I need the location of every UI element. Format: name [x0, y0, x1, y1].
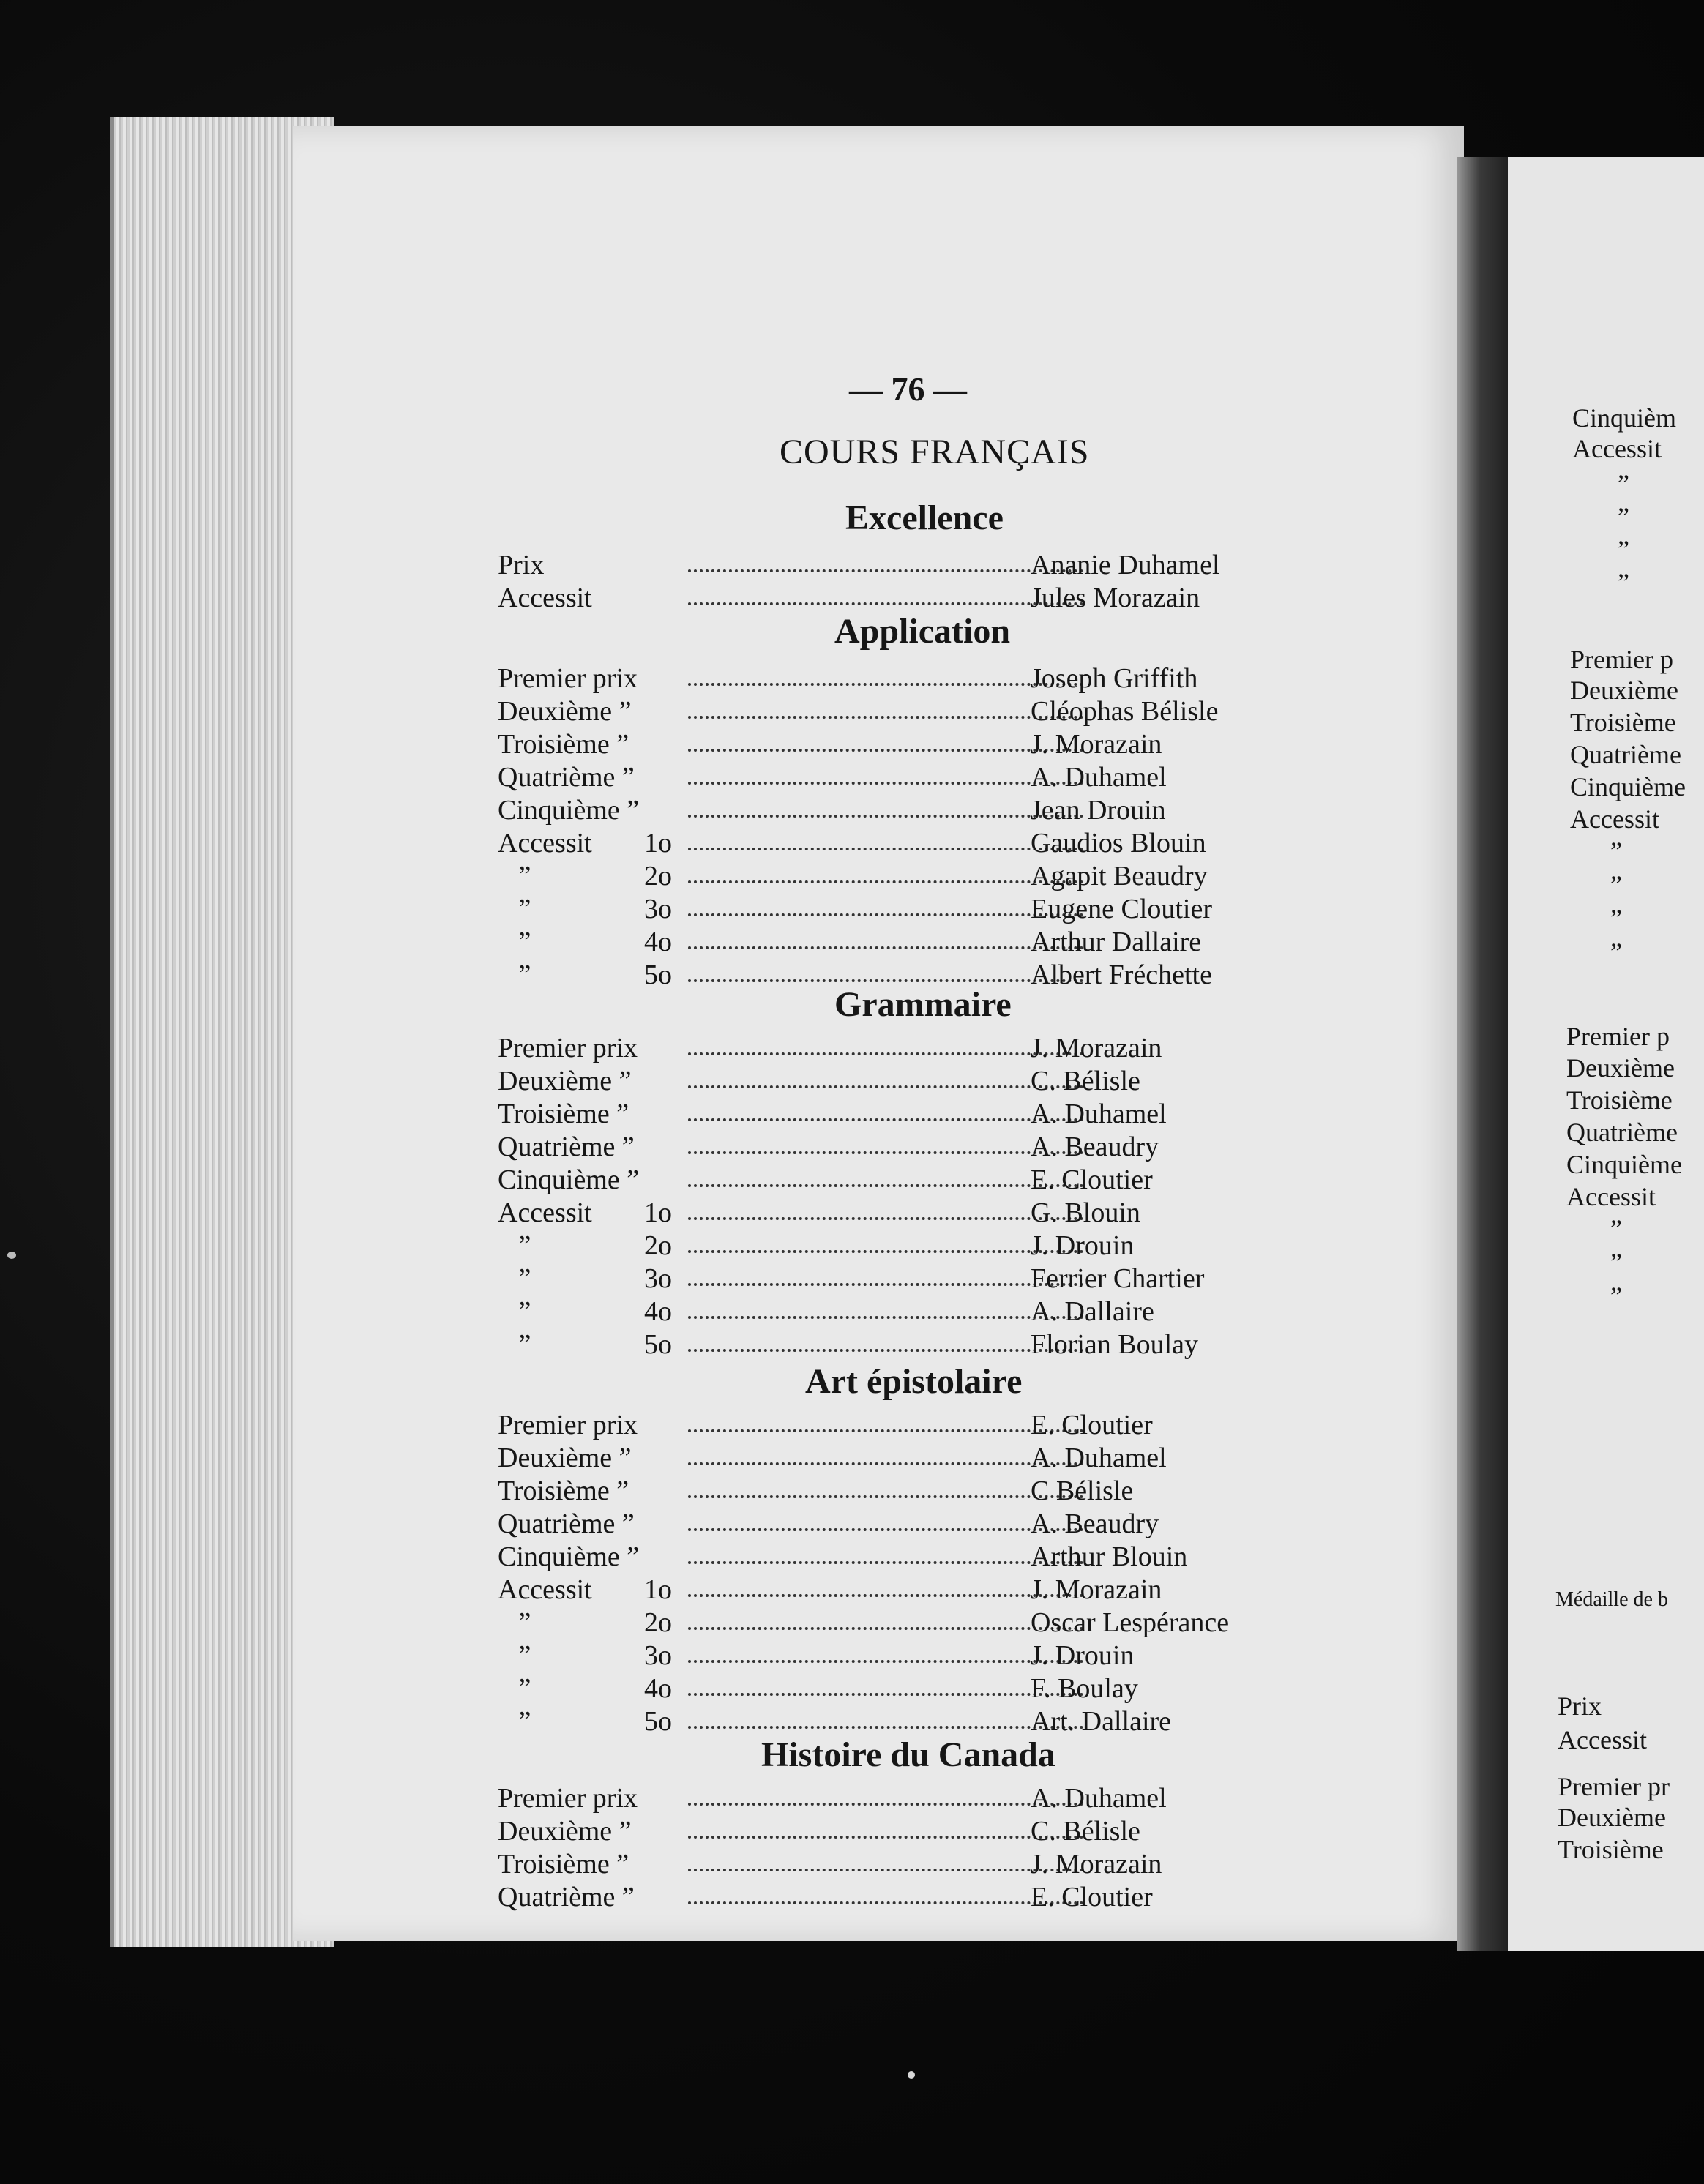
dot-leader [688, 1508, 1083, 1531]
accessit-rank: 5o [644, 960, 672, 990]
dot-leader [688, 1131, 1083, 1154]
accessit-rank: 1o [644, 1197, 672, 1228]
prize-label: ” [498, 1230, 531, 1261]
right-page-fragment: ” [1618, 469, 1629, 498]
dot-leader [688, 1263, 1083, 1286]
prize-label: Premier prix [498, 1783, 638, 1814]
prize-row [498, 695, 1288, 728]
student-name: Cléophas Bélisle [1031, 696, 1219, 727]
section-title: Application [834, 612, 1011, 651]
prize-row [498, 1639, 1288, 1672]
section-title: Excellence [845, 498, 1004, 537]
prize-label: ” [498, 894, 531, 924]
prize-label: Accessit [498, 1574, 592, 1605]
dot-leader [688, 1442, 1083, 1465]
prize-label: Troisième ” [498, 1476, 629, 1506]
student-name: C. Bélisle [1031, 1816, 1140, 1847]
right-page-fragment: Médaille de b [1555, 1588, 1668, 1611]
right-page-fragment: ” [1610, 1214, 1622, 1244]
right-page-fragment: ” [1618, 535, 1629, 564]
prize-row [498, 794, 1288, 826]
prize-row [498, 827, 1288, 859]
prize-label: Premier prix [498, 663, 638, 694]
paper-speck [908, 2071, 915, 2079]
student-name: Albert Fréchette [1031, 960, 1212, 990]
prize-row [498, 1442, 1288, 1474]
prize-label: ” [498, 1607, 531, 1638]
prize-row [498, 1098, 1288, 1130]
student-name: Eugene Cloutier [1031, 894, 1212, 924]
accessit-rank: 2o [644, 1607, 672, 1638]
dot-leader [688, 1475, 1083, 1498]
section-title: Art épistolaire [805, 1362, 1023, 1401]
prize-row [498, 926, 1288, 958]
prize-row [498, 1131, 1288, 1163]
right-page-fragment: Troisième [1566, 1085, 1673, 1115]
prize-row [498, 1782, 1288, 1814]
right-page-fragment: Premier pr [1558, 1772, 1670, 1801]
student-name: E. Cloutier [1031, 1882, 1153, 1912]
student-name: A. Duhamel [1031, 762, 1167, 793]
prize-label: ” [498, 1329, 531, 1360]
dot-leader [688, 1032, 1083, 1055]
prize-label: Troisième ” [498, 1849, 629, 1880]
student-name: C. Bélisle [1031, 1066, 1140, 1096]
student-name: A. Duhamel [1031, 1099, 1167, 1129]
right-page-fragment: Cinquième [1570, 772, 1686, 801]
prize-label: ” [498, 1296, 531, 1327]
student-name: Jean Drouin [1031, 795, 1166, 826]
dot-leader [688, 695, 1083, 719]
accessit-rank: 4o [644, 927, 672, 957]
accessit-rank: 4o [644, 1673, 672, 1704]
prize-label: Premier prix [498, 1410, 638, 1440]
prize-label: Premier prix [498, 1033, 638, 1063]
prize-row [498, 1574, 1288, 1606]
student-name: A. Dallaire [1031, 1296, 1154, 1327]
dot-leader [688, 549, 1083, 572]
prize-label: Cinquième ” [498, 1541, 640, 1572]
prize-label: Deuxième ” [498, 696, 632, 727]
prize-label: Quatrième ” [498, 762, 635, 793]
right-page-fragment: Accessit [1570, 804, 1659, 834]
book-gutter [1457, 157, 1515, 1951]
prize-label: ” [498, 861, 531, 891]
right-page-fragment: ” [1618, 502, 1629, 531]
prize-label: Accessit [498, 1197, 592, 1228]
prize-row [498, 1230, 1288, 1262]
dot-leader [688, 1164, 1083, 1187]
student-name: A. Beaudry [1031, 1132, 1159, 1162]
student-name: A. Duhamel [1031, 1783, 1167, 1814]
dot-leader [688, 926, 1083, 949]
dot-leader [688, 1098, 1083, 1121]
prize-label: Troisième ” [498, 1099, 629, 1129]
prize-label: ” [498, 1706, 531, 1737]
dot-leader [688, 1782, 1083, 1806]
right-page-fragment: ” [1610, 1282, 1622, 1311]
dot-leader [688, 1409, 1083, 1432]
right-page-fragment: ” [1610, 1248, 1622, 1277]
right-page-fragment: Accessit [1566, 1182, 1656, 1211]
dot-leader [688, 1705, 1083, 1729]
student-name: A. Duhamel [1031, 1443, 1167, 1473]
accessit-rank: 2o [644, 861, 672, 891]
right-page-fragment: Premier p [1566, 1022, 1670, 1051]
student-name: Joseph Griffith [1031, 663, 1198, 694]
prize-label: Deuxième ” [498, 1443, 632, 1473]
prize-row [498, 1295, 1288, 1328]
student-name: F. Boulay [1031, 1673, 1138, 1704]
accessit-rank: 3o [644, 1640, 672, 1671]
student-name: Agapit Beaudry [1031, 861, 1208, 891]
prize-row [498, 1032, 1288, 1064]
prize-row [498, 1672, 1288, 1705]
prize-row [498, 761, 1288, 793]
prize-label: Troisième ” [498, 729, 629, 760]
prize-row [498, 1475, 1288, 1507]
prize-label: Cinquième ” [498, 1164, 640, 1195]
prize-row [498, 860, 1288, 892]
prize-row [498, 549, 1288, 581]
dot-leader [688, 582, 1083, 605]
prize-label: Cinquième ” [498, 795, 640, 826]
prize-row [498, 1409, 1288, 1441]
prize-row [498, 728, 1288, 760]
section-title: Grammaire [834, 985, 1012, 1024]
dot-leader [688, 1672, 1083, 1696]
student-name: Ananie Duhamel [1031, 550, 1220, 580]
right-page-fragment: Cinquièm [1572, 403, 1676, 433]
prize-label: Accessit [498, 828, 592, 859]
dot-leader [688, 662, 1083, 686]
right-page-fragment: Prix [1558, 1691, 1602, 1721]
student-name: J. Morazain [1031, 729, 1162, 760]
student-name: E. Cloutier [1031, 1410, 1153, 1440]
prize-row [498, 893, 1288, 925]
prize-label: Quatrième ” [498, 1508, 635, 1539]
prize-label: Deuxième ” [498, 1066, 632, 1096]
student-name: J. Morazain [1031, 1849, 1162, 1880]
accessit-rank: 1o [644, 828, 672, 859]
prize-row [498, 1065, 1288, 1097]
right-page-fragment: ” [1610, 837, 1622, 866]
right-page-fragment: Quatrième [1566, 1118, 1678, 1147]
prize-label: Quatrième ” [498, 1882, 635, 1912]
accessit-rank: 3o [644, 894, 672, 924]
accessit-rank: 3o [644, 1263, 672, 1294]
prize-label: Quatrième ” [498, 1132, 635, 1162]
student-name: Arthur Blouin [1031, 1541, 1188, 1572]
student-name: J. Drouin [1031, 1230, 1135, 1261]
right-page-fragment: Accessit [1558, 1725, 1647, 1754]
prize-row [498, 1815, 1288, 1847]
prize-row [498, 1607, 1288, 1639]
prize-row [498, 1164, 1288, 1196]
student-name: G. Blouin [1031, 1197, 1140, 1228]
student-name: J. Morazain [1031, 1033, 1162, 1063]
page-number: — 76 — [849, 370, 967, 408]
prize-label: ” [498, 960, 531, 990]
student-name: J. Morazain [1031, 1574, 1162, 1605]
right-page-fragment: ” [1610, 870, 1622, 900]
right-page-fragment: Deuxième [1570, 676, 1678, 705]
right-page-fragment: ” [1610, 904, 1622, 933]
prize-row [498, 1848, 1288, 1880]
dot-leader [688, 1848, 1083, 1871]
dot-leader [688, 1639, 1083, 1663]
dot-leader [688, 1328, 1083, 1352]
student-name: Ferrier Chartier [1031, 1263, 1205, 1294]
right-page-fragment: Accessit [1572, 434, 1662, 463]
dot-leader [688, 1574, 1083, 1597]
section-title: Histoire du Canada [761, 1735, 1055, 1774]
dot-leader [688, 794, 1083, 818]
dot-leader [688, 860, 1083, 883]
accessit-rank: 2o [644, 1230, 672, 1261]
right-page-fragment: Cinquième [1566, 1150, 1682, 1179]
prize-label: Deuxième ” [498, 1816, 632, 1847]
prize-row [498, 1508, 1288, 1540]
student-name: J. Drouin [1031, 1640, 1135, 1671]
dot-leader [688, 1881, 1083, 1904]
prize-label: Prix [498, 550, 545, 580]
prize-row [498, 1705, 1288, 1738]
prize-label: ” [498, 927, 531, 957]
dot-leader [688, 1295, 1083, 1319]
paper-speck [7, 1252, 16, 1259]
right-page-fragment: Premier p [1570, 645, 1673, 674]
accessit-rank: 5o [644, 1329, 672, 1360]
dot-leader [688, 1065, 1083, 1088]
right-page-fragment: ” [1618, 568, 1629, 597]
right-page-fragment: Quatrième [1570, 740, 1681, 769]
right-page-fragment: Deuxième [1558, 1803, 1666, 1832]
prize-row [498, 582, 1288, 614]
right-page-fragment: Troisième [1570, 708, 1676, 737]
student-name: Jules Morazain [1031, 583, 1200, 613]
accessit-rank: 5o [644, 1706, 672, 1737]
course-title: COURS FRANÇAIS [780, 433, 1090, 471]
student-name: A. Beaudry [1031, 1508, 1159, 1539]
prize-row [498, 1328, 1288, 1361]
student-name: Art. Dallaire [1031, 1706, 1172, 1737]
student-name: Gaudios Blouin [1031, 828, 1206, 859]
dot-leader [688, 1197, 1083, 1220]
right-page-fragment: ” [1610, 938, 1622, 967]
dot-leader [688, 827, 1083, 850]
dot-leader [688, 728, 1083, 752]
student-name: C Bélisle [1031, 1476, 1134, 1506]
prize-label: ” [498, 1263, 531, 1294]
prize-row [498, 662, 1288, 695]
prize-label: Accessit [498, 583, 592, 613]
right-page-fragment: Troisième [1558, 1835, 1664, 1864]
prize-row [498, 1881, 1288, 1913]
right-page-fragment: Deuxième [1566, 1053, 1675, 1082]
dot-leader [688, 1230, 1083, 1253]
dot-leader [688, 1607, 1083, 1630]
prize-row [498, 1263, 1288, 1295]
student-name: Florian Boulay [1031, 1329, 1199, 1360]
prize-label: ” [498, 1640, 531, 1671]
prize-row [498, 1541, 1288, 1573]
student-name: Arthur Dallaire [1031, 927, 1202, 957]
student-name: E. Cloutier [1031, 1164, 1153, 1195]
dot-leader [688, 1541, 1083, 1564]
prize-label: ” [498, 1673, 531, 1704]
prize-row [498, 1197, 1288, 1229]
dot-leader [688, 893, 1083, 916]
dot-leader [688, 959, 1083, 982]
dot-leader [688, 1815, 1083, 1839]
accessit-rank: 1o [644, 1574, 672, 1605]
student-name: Oscar Lespérance [1031, 1607, 1230, 1638]
accessit-rank: 4o [644, 1296, 672, 1327]
dot-leader [688, 761, 1083, 785]
